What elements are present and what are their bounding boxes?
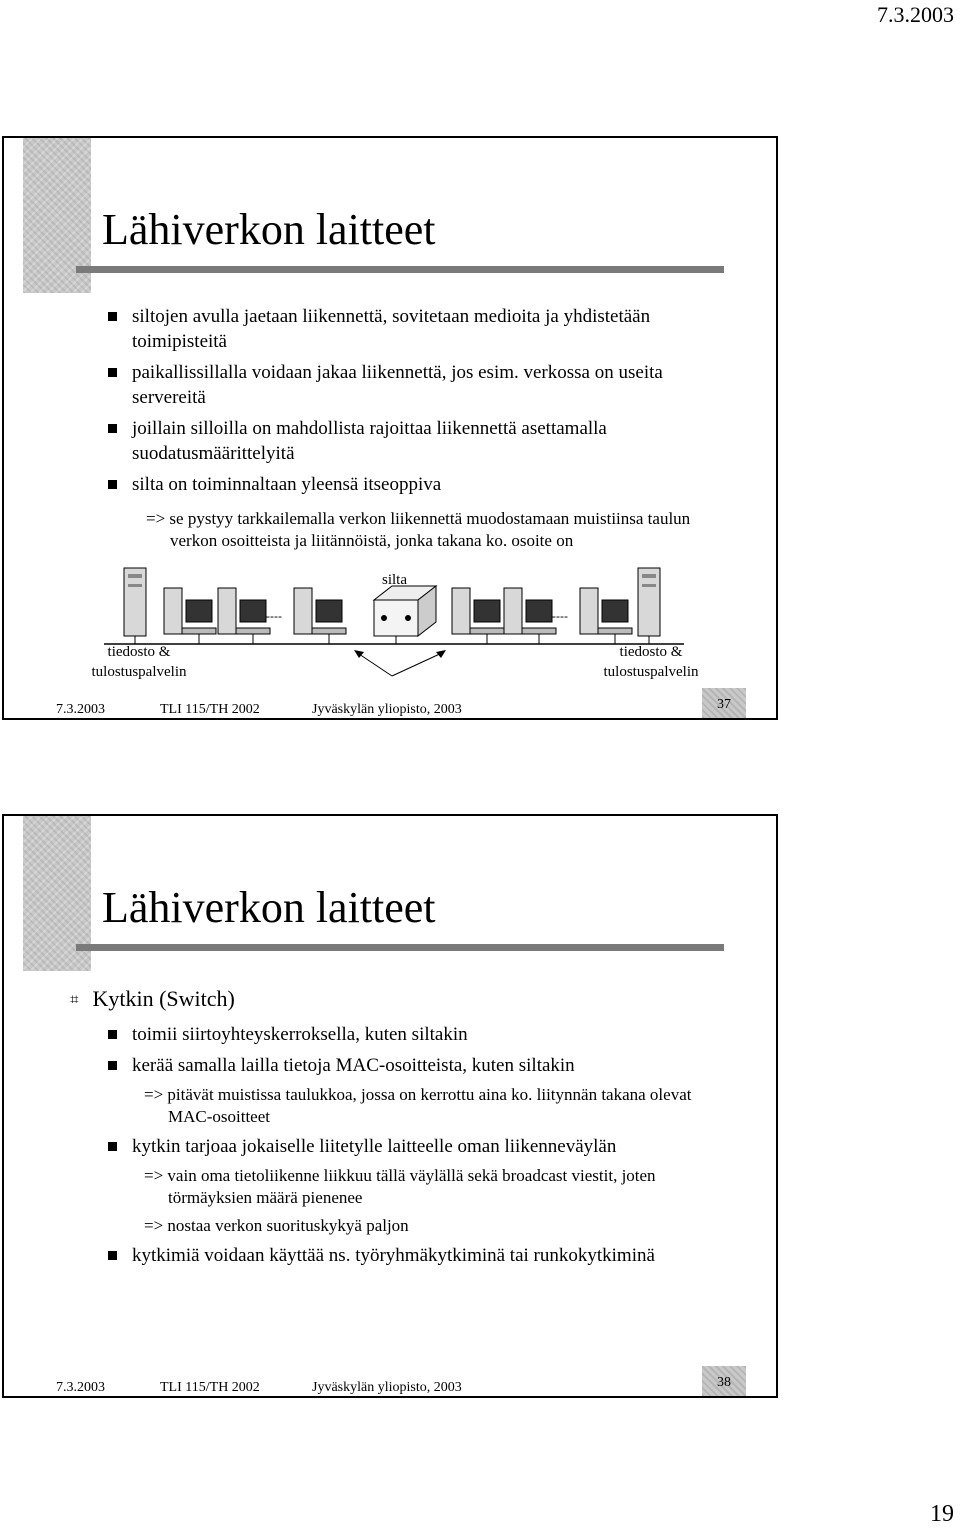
hash-bullet-icon: ⌗ bbox=[70, 990, 79, 1008]
workstation-icon bbox=[504, 588, 556, 644]
square-bullet-icon bbox=[108, 480, 117, 489]
sub-point: => se pystyy tarkkailemalla verkon liikennettä muodostamaan muistiinsa taulun verkon osoitteista ja liitännöistä, jonka takana ko. osoite on bbox=[146, 509, 691, 550]
title-rule bbox=[76, 944, 724, 951]
slide-37 bbox=[2, 136, 778, 720]
page-number: 19 bbox=[930, 1501, 954, 1527]
workstation-icon bbox=[164, 588, 216, 644]
square-bullet-icon bbox=[108, 1142, 117, 1151]
server-tower-icon bbox=[124, 568, 146, 644]
footer-org: Jyväskylän yliopisto, 2003 bbox=[312, 702, 462, 717]
bridge-box-icon bbox=[374, 586, 436, 644]
square-bullet-icon bbox=[108, 1030, 117, 1039]
slide-number: 38 bbox=[702, 1366, 746, 1396]
slide-title: Lähiverkon laitteet bbox=[102, 205, 436, 254]
bullet-list bbox=[108, 304, 728, 503]
server-tower-icon bbox=[638, 568, 660, 644]
footer-course: TLI 115/TH 2002 bbox=[160, 702, 260, 717]
bridge-label: silta bbox=[382, 572, 407, 588]
square-bullet-icon bbox=[108, 312, 117, 321]
section-heading: ⌗ Kytkin (Switch) bbox=[70, 986, 235, 1011]
slide-38 bbox=[2, 814, 778, 1398]
bullet-item: silta on toiminnaltaan yleensä itseoppiva bbox=[108, 472, 728, 497]
slide-number: 37 bbox=[702, 688, 746, 718]
right-server-label: tiedosto & tulostuspalvelin bbox=[603, 644, 699, 680]
ellipsis-right: ---- bbox=[552, 609, 568, 623]
bullet-item: kerää samalla lailla tietoja MAC-osoitteista, kuten siltakin bbox=[108, 1053, 728, 1078]
bullet-item: paikallissillalla voidaan jakaa liikennettä, jos esim. verkossa on useita servereitä bbox=[108, 360, 728, 410]
square-bullet-icon bbox=[108, 424, 117, 433]
left-server-label: tiedosto & tulostuspalvelin bbox=[91, 644, 187, 680]
workstation-icon bbox=[218, 588, 270, 644]
pointer-arrows bbox=[354, 650, 446, 676]
bullet-list bbox=[108, 1022, 728, 1274]
ellipsis-left: ---- bbox=[266, 609, 282, 623]
bullet-item: kytkimiä voidaan käyttää ns. työryhmäkytkiminä tai runkokytkiminä bbox=[108, 1243, 728, 1268]
square-bullet-icon bbox=[108, 1061, 117, 1070]
workstation-icon bbox=[294, 588, 346, 644]
footer-date: 7.3.2003 bbox=[56, 702, 105, 717]
workstation-icon bbox=[580, 588, 632, 644]
bullet-item: toimii siirtoyhteyskerroksella, kuten siltakin bbox=[108, 1022, 728, 1047]
sub-point: => nostaa verkon suorituskykyä paljon bbox=[144, 1216, 409, 1235]
page-date: 7.3.2003 bbox=[877, 2, 954, 27]
bullet-item: kytkin tarjoaa jokaiselle liitetylle laitteelle oman liikenneväylän bbox=[108, 1134, 728, 1159]
title-rule bbox=[76, 266, 724, 273]
footer-date: 7.3.2003 bbox=[56, 1380, 105, 1395]
footer-org: Jyväskylän yliopisto, 2003 bbox=[312, 1380, 462, 1395]
sub-point: => pitävät muistissa taulukkoa, jossa on kerrottu aina ko. liitynnän takana olevat MAC-osoitteet bbox=[144, 1085, 692, 1126]
square-bullet-icon bbox=[108, 368, 117, 377]
bullet-item: joillain silloilla on mahdollista rajoittaa liikennettä asettamalla suodatusmäärittelyitä bbox=[108, 416, 728, 466]
square-bullet-icon bbox=[108, 1251, 117, 1260]
workstation-icon bbox=[452, 588, 504, 644]
sub-point: => vain oma tietoliikenne liikkuu tällä väylällä sekä broadcast viestit, joten törmäyksien määrä pienenee bbox=[144, 1166, 656, 1207]
slide-title: Lähiverkon laitteet bbox=[102, 883, 436, 932]
bullet-item: siltojen avulla jaetaan liikennettä, sovitetaan medioita ja yhdistetään toimipisteitä bbox=[108, 304, 728, 354]
footer-course: TLI 115/TH 2002 bbox=[160, 1380, 260, 1395]
